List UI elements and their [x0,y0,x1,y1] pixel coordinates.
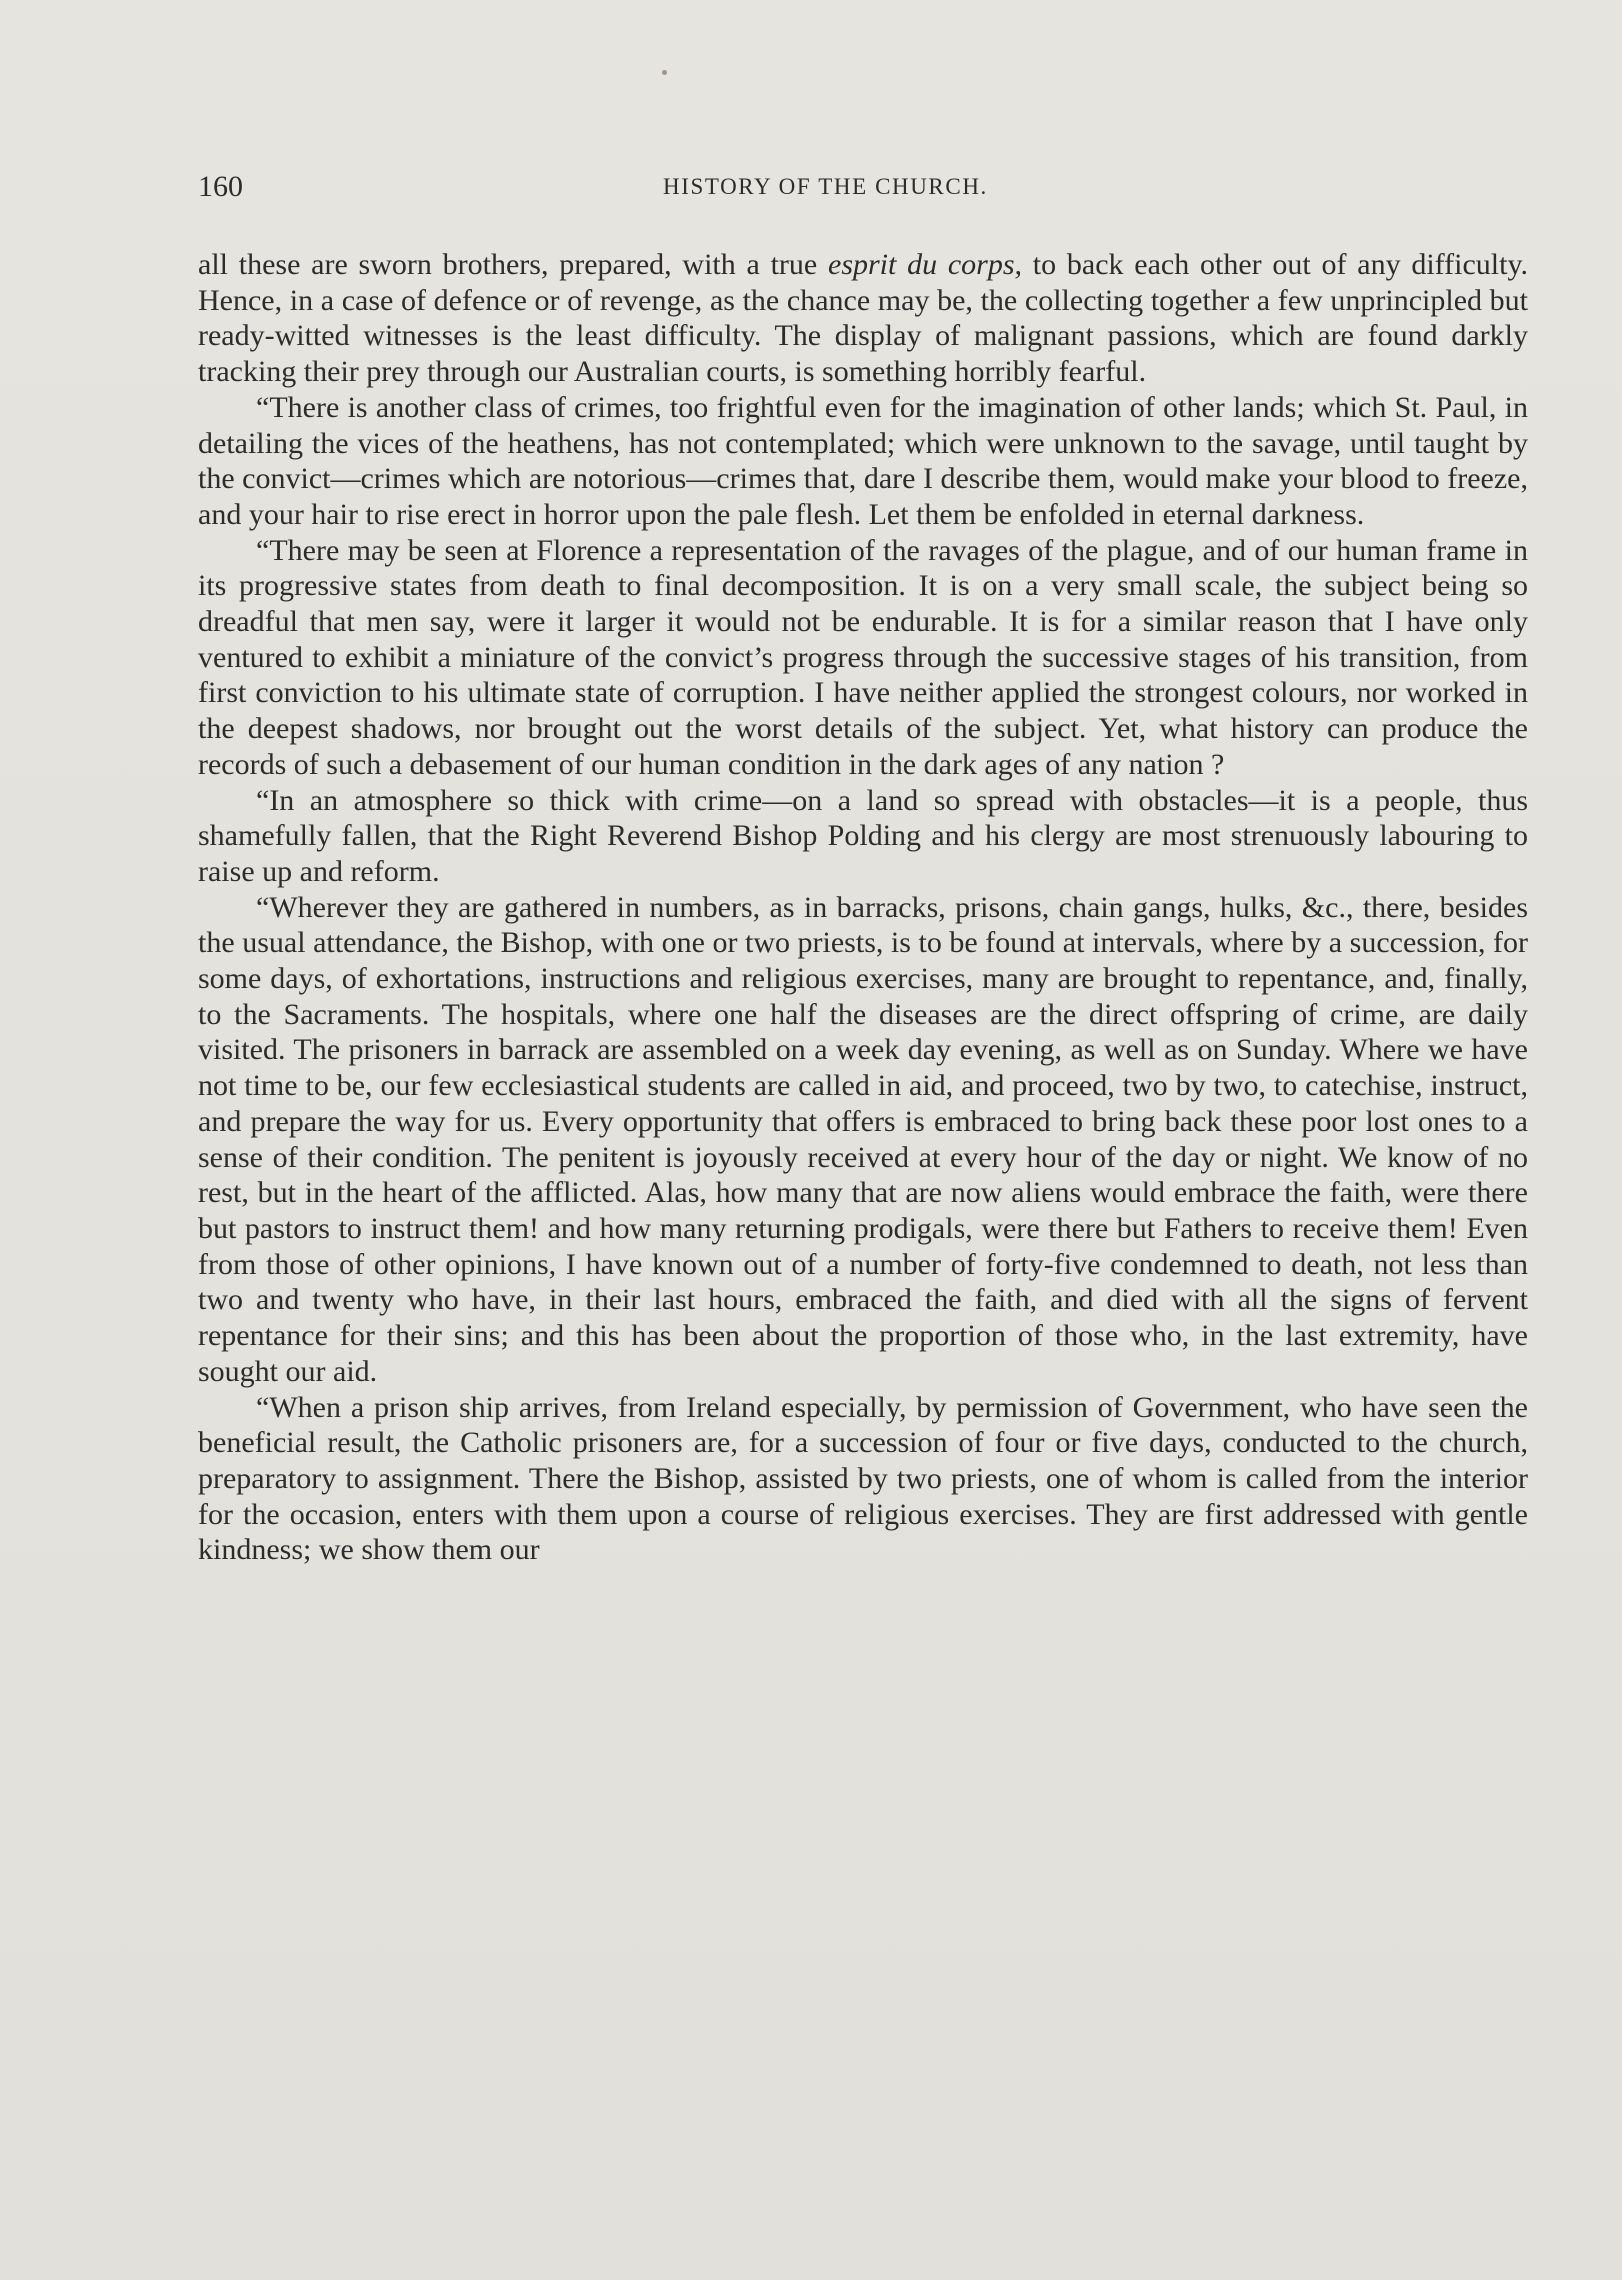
paragraph-6: “When a prison ship arrives, from Ireland especially, by permission of Government, who have seen the beneficial result, the Catholic prisoners are, for a succession of four or five days, conducted to the church, preparatory to assignment. There the Bishop, assisted by two priests, one of whom is called from the interior for the occasion, enters with them upon a course of religious exercises. They are first addressed with gentle kindness; we show them our [198,1390,1528,1567]
paragraph-5: “Wherever they are gathered in numbers, as in barracks, prisons, chain gangs, hulks, &c., there, besides the usual attendance, the Bishop, with one or two priests, is to be found at intervals, where by a succession, for some days, of exhortations, instructions and religious exercises, many are brought to repentance, and, finally, to the Sacraments. The hospitals, where one half the diseases are the direct offspring of crime, are daily visited. The prisoners in barrack are assembled on a week day evening, as well as on Sunday. Where we have not time to be, our few ecclesiastical students are called in aid, and proceed, two by two, to catechise, instruct, and prepare the way for us. Every opportunity that offers is embraced to bring back these poor lost ones to a sense of their condition. The penitent is joyously received at every hour of the day or night. We know of no rest, but in the heart of the afflicted. Alas, how many that are now aliens would embrace the faith, were there but pastors to instruct them! and how many returning prodigals, were there but Fathers to receive them! Even from those of other opinions, I have known out of a number of forty-five condemned to death, not less than two and twenty who have, in their last hours, embraced the faith, and died with all the signs of fervent repentance for their sins; and this has been about the proportion of those who, in the last extremity, have sought our aid. [198,890,1528,1388]
paragraph-2: “There is another class of crimes, too frightful even for the imagination of other lands; which St. Paul, in detailing the vices of the heathens, has not contemplated; which were unknown to the savage, until taught by the convict—crimes which are notorious—crimes that, dare I describe them, would make your blood to freeze, and your hair to rise erect in horror upon the pale flesh. Let them be enfolded in eternal darkness. [198,390,1528,531]
paragraph-1 [198,247,1528,390]
paragraph-4: “In an atmosphere so thick with crime—on a land so spread with obstacles—it is a people, thus shamefully fallen, that the Right Reverend Bishop Polding and his clergy are most strenuously labouring to raise up and reform. [198,783,1528,888]
italic-phrase: esprit du corps, [828,248,1023,281]
running-title: HISTORY OF THE CHURCH. [663,174,988,199]
body-text [198,247,1528,1568]
page-number: 160 [198,170,243,203]
ink-speck [662,70,667,75]
page-header [198,166,1528,208]
paragraph-3: “There may be seen at Florence a representation of the ravages of the plague, and of our human frame in its progressive states from death to final decomposition. It is on a very small scale, the subject being so dreadful that men say, were it larger it would not be endurable. It is for a similar reason that I have only ventured to exhibit a miniature of the convict’s progress through the successive stages of his transition, from first conviction to his ultimate state of corruption. I have neither applied the strongest colours, nor worked in the deepest shadows, nor brought out the worst details of the subject. Yet, what history can produce the records of such a debasement of our human condition in the dark ages of any nation ? [198,533,1528,781]
paragraph-1-text-a: all these are sworn brothers, prepared, with a true [198,248,828,281]
paragraph-1-text-b: to back each other out of any difficulty. Hence, in a case of defence or of revenge, as the chance may be, the collecting together a few unprincipled but ready-witted witnesses is the least difficulty. The display of malignant passions, which are found darkly tracking their prey through our Australian courts, is something horribly fearful. [198,248,1528,389]
